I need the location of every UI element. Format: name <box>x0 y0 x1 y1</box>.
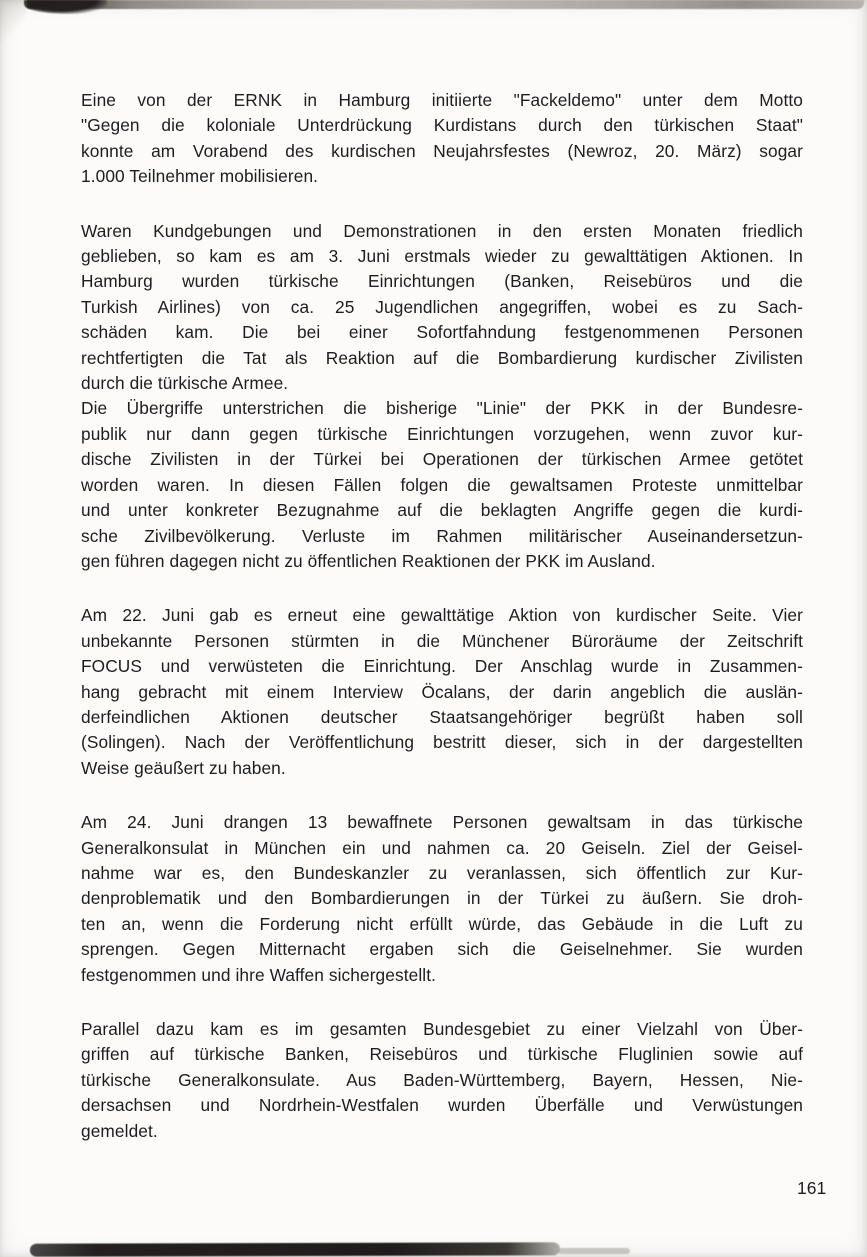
paragraph <box>81 219 803 397</box>
text-line: Am 22. Juni gab es erneut eine gewalttätige Aktion von kurdischer Seite. Vier <box>81 605 803 626</box>
scan-artifact-bottom-tail <box>558 1248 630 1254</box>
text-line: worden waren. In diesen Fällen folgen die gewaltsamen Proteste unmittelbar <box>81 474 803 495</box>
text-line: (Solingen). Nach der Veröffentlichung bestritt dieser, sich in der dargestellten <box>81 732 803 753</box>
text-line: publik nur dann gegen türkische Einrichtungen vorzugehen, wenn zuvor kur- <box>81 423 803 444</box>
text-line: dische Zivilisten in der Türkei bei Operationen der türkischen Armee getötet <box>81 449 803 470</box>
text-line: Die Übergriffe unterstrichen die bisherige "Linie" der PKK in der Bundesre- <box>81 398 803 419</box>
paragraph <box>81 810 803 988</box>
text-line: derfeindlichen Aktionen deutscher Staatsangehöriger begrüßt haben soll <box>81 706 803 727</box>
page-body <box>81 88 803 1144</box>
text-line: griffen auf türkische Banken, Reisebüros und türkische Fluglinien sowie auf <box>81 1044 803 1065</box>
paragraph <box>81 396 803 574</box>
text-line: Am 24. Juni drangen 13 bewaffnete Personen gewaltsam in das türkische <box>81 812 803 833</box>
text-line: rechtfertigten die Tat als Reaktion auf die Bombardierung kurdischer Zivilisten <box>81 347 803 368</box>
text-line: unbekannte Personen stürmten in die Münchener Büroräume der Zeitschrift <box>81 630 803 651</box>
text-line: Weise geäußert zu haben. <box>81 757 286 778</box>
text-line: gemeldet. <box>81 1120 158 1141</box>
scan-artifact-top-blob <box>27 0 107 14</box>
text-line: Parallel dazu kam es im gesamten Bundesgebiet zu einer Vielzahl von Über- <box>81 1019 803 1039</box>
text-line: nahme war es, den Bundeskanzler zu veranlassen, sich öffentlich zur Kur- <box>81 862 803 883</box>
text-line: denproblematik und den Bombardierungen in der Türkei zu äußern. Sie droh- <box>81 888 803 909</box>
text-line: festgenommen und ihre Waffen sichergestellt. <box>81 964 437 985</box>
text-line: Waren Kundgebungen und Demonstrationen in den ersten Monaten friedlich <box>81 220 803 241</box>
scan-artifact-top-corner <box>0 0 26 42</box>
text-line: durch die türkische Armee. <box>81 373 289 394</box>
scan-artifact-bottom-bar <box>30 1242 560 1256</box>
text-line: konnte am Vorabend des kurdischen Neujahrsfestes (Newroz, 20. März) sogar <box>81 140 803 161</box>
text-line: schäden kam. Die bei einer Sofortfahndung festgenommenen Personen <box>81 322 803 343</box>
text-line: sprengen. Gegen Mitternacht ergaben sich die Geiselnehmer. Sie wurden <box>81 939 803 960</box>
text-line: FOCUS und verwüsteten die Einrichtung. Der Anschlag wurde in Zusammen- <box>81 656 803 677</box>
text-line: ten an, wenn die Forderung nicht erfüllt würde, das Gebäude in die Luft zu <box>81 913 803 934</box>
text-line: dersachsen und Nordrhein-Westfalen wurden Überfälle und Verwüstungen <box>81 1095 803 1116</box>
text-line: geblieben, so kam es am 3. Juni erstmals wieder zu gewalttätigen Aktionen. In <box>81 246 803 267</box>
text-line: Turkish Airlines) von ca. 25 Jugendlichen angegriffen, wobei es zu Sach- <box>81 296 803 317</box>
text-line: Eine von der ERNK in Hamburg initiierte "Fackeldemo" unter dem Motto <box>81 90 803 110</box>
scan-artifact-top-streak <box>24 0 864 9</box>
text-line: türkische Generalkonsulate. Aus Baden-Württemberg, Bayern, Hessen, Nie- <box>81 1069 803 1090</box>
text-line: "Gegen die koloniale Unterdrückung Kurdistans durch den türkischen Staat" <box>81 115 803 136</box>
paragraph <box>81 603 803 781</box>
text-line: und unter konkreter Bezugnahme auf die beklagten Angriffe gegen die kurdi- <box>81 500 803 521</box>
text-line: Generalkonsulat in München ein und nahmen ca. 20 Geiseln. Ziel der Geisel- <box>81 837 803 858</box>
text-line: Hamburg wurden türkische Einrichtungen (Banken, Reisebüros und die <box>81 271 803 292</box>
text-line: sche Zivilbevölkerung. Verluste im Rahmen militärischer Auseinandersetzun- <box>81 525 803 546</box>
page-number: 161 <box>797 1178 827 1198</box>
text-line: 1.000 Teilnehmer mobilisieren. <box>81 166 319 187</box>
paragraph <box>81 88 803 190</box>
text-line: hang gebracht mit einem Interview Öcalans, der darin angeblich die auslän- <box>81 681 803 702</box>
paragraph <box>81 1017 803 1144</box>
text-line: gen führen dagegen nicht zu öffentlichen Reaktionen der PKK im Ausland. <box>81 550 656 571</box>
